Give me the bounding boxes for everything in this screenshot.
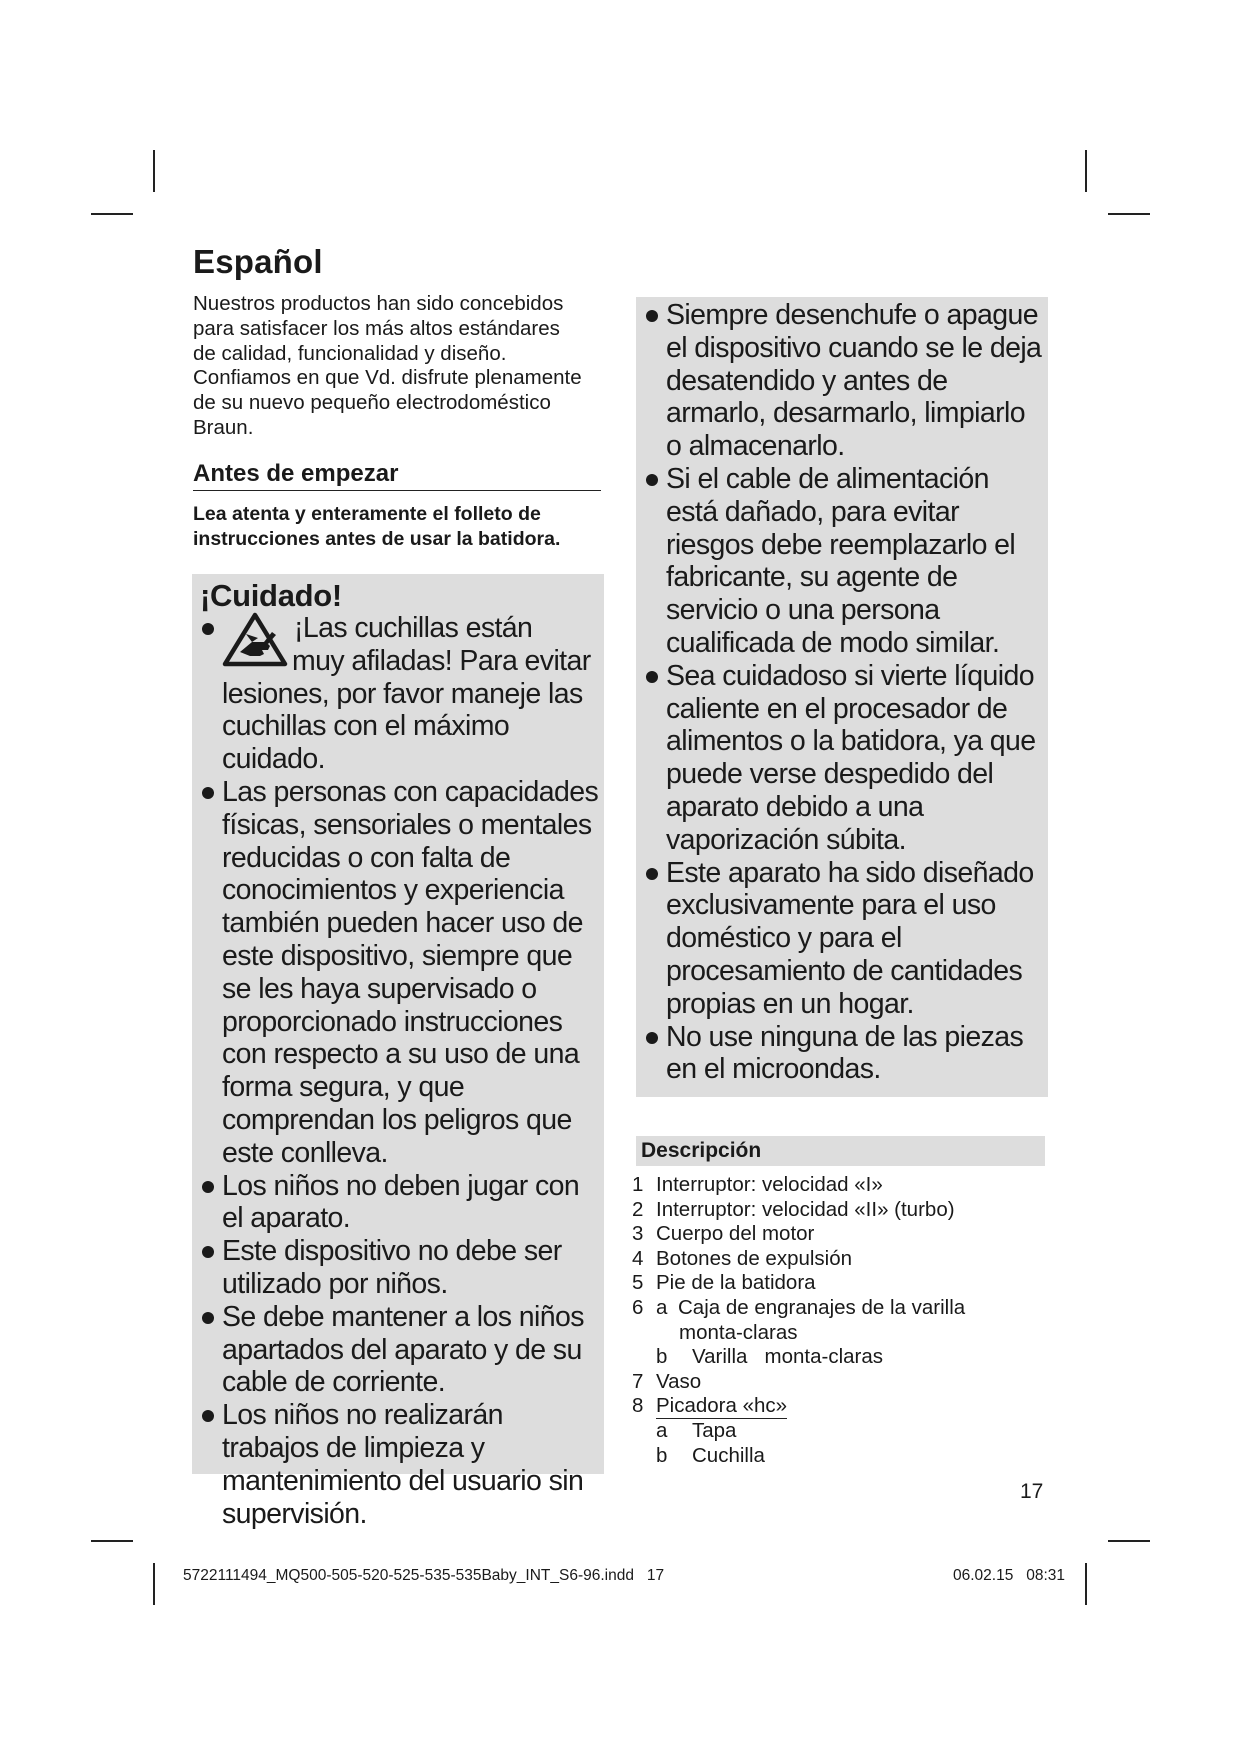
caution-item: Este aparato ha sido diseñado exclusivamente para el uso doméstico y para el procesamiento de cantidades propias en un hogar.	[636, 857, 1048, 1021]
before-lead	[193, 502, 623, 552]
part-label: Pie de la batidora	[656, 1271, 816, 1295]
part-number: 4	[632, 1246, 644, 1270]
sharp-blade-warning-icon	[222, 612, 288, 668]
part-number: 2	[632, 1197, 644, 1221]
part-label: Picadora «hc»	[656, 1394, 788, 1418]
part-label: Botones de expulsión	[656, 1246, 853, 1270]
intro-line: Confiamos en que Vd. disfrute plenamente	[193, 366, 582, 390]
part-label: Varilla monta-claras	[692, 1345, 884, 1369]
caution-box-right	[636, 297, 1048, 1097]
part-item-continued	[632, 1321, 1072, 1346]
part-label: Tapa	[692, 1418, 737, 1442]
footer-file-info: 5722111494_MQ500-505-520-525-535-535Baby_INT_S6-96.indd 17	[183, 1567, 665, 1584]
caution-item: Si el cable de alimentación está dañado, para evitar riesgos debe reemplazarlo el fabricante, su agente de servicio o una persona cualificada de modo similar.	[636, 463, 1048, 660]
footer-date-time: 06.02.15 08:31	[953, 1567, 1066, 1584]
part-number: 3	[632, 1222, 644, 1246]
part-number: 5	[632, 1271, 644, 1295]
crop-mark-bottom-right-h	[1108, 1540, 1150, 1542]
part-number: 1	[632, 1173, 644, 1196]
part-number: 7	[632, 1369, 644, 1393]
language-title: Español	[193, 243, 323, 280]
parts-list	[632, 1173, 1072, 1468]
part-number: 6	[632, 1295, 644, 1319]
caution-item: Este dispositivo no debe ser utilizado por niños.	[192, 1235, 604, 1301]
part-item	[632, 1271, 1072, 1296]
caution-item: Las personas con capacidades físicas, sensoriales o mentales reducidas o con falta de conocimientos y experiencia también pueden hacer uso de este dispositivo, siempre que se les haya supervisado o proporcionado instrucciones con respecto a su uso de una forma segura, y que comprendan los peligros que este conlleva.	[192, 776, 604, 1170]
part-label: Cuerpo del motor	[656, 1222, 815, 1246]
part-sub-letter: a	[656, 1418, 668, 1442]
caution-title: ¡Cuidado!	[200, 578, 342, 613]
intro-line: Nuestros productos han sido concebidos	[193, 292, 564, 315]
part-sub-item	[632, 1419, 1072, 1444]
caution-item: Se debe mantener a los niños apartados del aparato y de su cable de corriente.	[192, 1301, 604, 1399]
part-number: 8	[632, 1394, 644, 1418]
caution-list-left	[192, 612, 604, 1530]
crop-mark-bottom-right	[1085, 1563, 1087, 1605]
caution-item: No use ninguna de las piezas en el microondas.	[636, 1021, 1048, 1087]
first-item-line2: muy afiladas! Para evitar	[292, 644, 591, 677]
intro-line: Braun.	[193, 415, 254, 439]
intro-line: de su nuevo pequeño electrodoméstico	[193, 391, 551, 415]
caution-item: Los niños no deben jugar con el aparato.	[192, 1170, 604, 1236]
caution-item: Sea cuidadoso si vierte líquido caliente en el procesador de alimentos o la batidora, ya que puede verse despedido del aparato debido a una vaporización súbita.	[636, 660, 1048, 857]
crop-mark-top-left-h	[91, 213, 133, 215]
description-heading: Descripción	[636, 1136, 1045, 1166]
part-label: monta-claras	[679, 1320, 798, 1344]
part-sub-item	[632, 1345, 1072, 1370]
caution-item: Siempre desenchufe o apague el dispositivo cuando se le deja desatendido y antes de armarlo, desarmarlo, limpiarlo o almacenarlo.	[636, 299, 1048, 463]
part-item	[632, 1370, 1072, 1395]
part-label: Vaso	[656, 1369, 702, 1393]
caution-item: Los niños no realizarán trabajos de limpieza y mantenimiento del usuario sin supervisión.	[192, 1399, 604, 1530]
part-label: Cuchilla	[692, 1443, 765, 1467]
intro-line: para satisfacer los más altos estándares	[193, 316, 560, 340]
lead-line: Lea atenta y enteramente el folleto de	[193, 503, 541, 525]
crop-mark-top-right-h	[1108, 213, 1150, 215]
caution-list-right	[636, 299, 1048, 1086]
lead-line: instrucciones antes de usar la batidora.	[193, 527, 561, 550]
part-label: Interruptor: velocidad «I»	[656, 1173, 883, 1196]
part-label: Interruptor: velocidad «II» (turbo)	[656, 1197, 955, 1221]
intro-line: de calidad, funcionalidad y diseño.	[193, 341, 507, 365]
crop-mark-top-left	[153, 150, 155, 192]
part-item	[632, 1222, 1072, 1247]
crop-mark-top-right	[1085, 150, 1087, 192]
part-item	[632, 1198, 1072, 1223]
part-item	[632, 1247, 1072, 1272]
part-item	[632, 1173, 1072, 1198]
first-item-line1: ¡Las cuchillas están	[294, 612, 533, 644]
part-label: Caja de engranajes de la varilla	[678, 1295, 966, 1319]
part-sub-letter: b	[656, 1345, 668, 1369]
page-number: 17	[1020, 1480, 1044, 1503]
before-heading: Antes de empezar	[193, 460, 601, 491]
caution-box-left	[192, 574, 604, 1530]
crop-mark-bottom-left	[153, 1563, 155, 1605]
part-sub-item	[632, 1444, 1072, 1469]
part-item	[632, 1296, 1072, 1321]
part-item	[632, 1394, 1072, 1419]
crop-mark-bottom-left-h	[91, 1540, 133, 1542]
part-sub-letter: b	[656, 1443, 668, 1467]
intro-paragraph	[193, 292, 623, 441]
caution-item	[192, 612, 604, 776]
first-item-rest: lesiones, por favor maneje las cuchillas con el máximo cuidado.	[222, 677, 583, 776]
part-sub-letter: a	[656, 1295, 668, 1319]
